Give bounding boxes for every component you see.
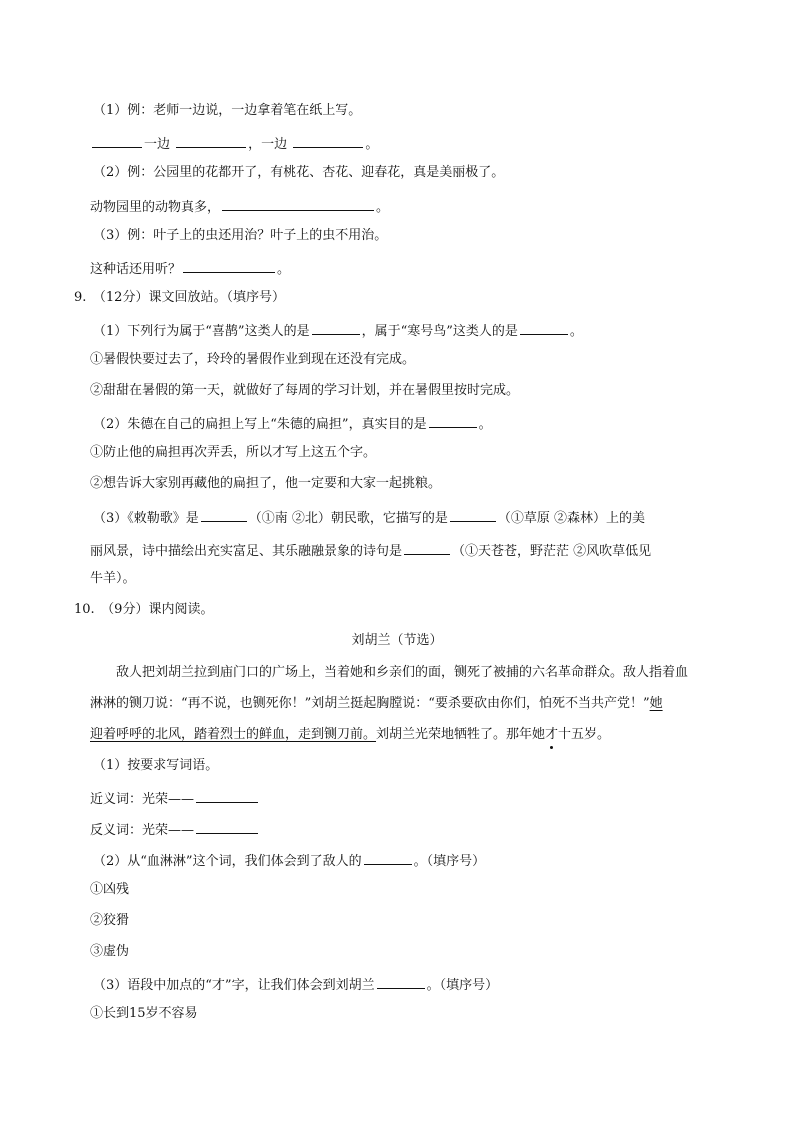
- q10-s3-option-1: ①长到15岁不容易: [90, 1006, 198, 1021]
- ex2-fill-line: [90, 196, 389, 214]
- q9-p2-line: [93, 413, 492, 431]
- q10-s1-antonym-label: 反义词：光荣——: [90, 823, 195, 838]
- ex1-text-a: 一边: [144, 137, 171, 152]
- q9-p1-option-1: ①暑假快要过去了，玲玲的暑假作业到现在还没有完成。: [90, 352, 416, 367]
- q10-s1-synonym: [90, 788, 260, 806]
- q10-s3-text-a: （3）语段中加点的“才”字，让我们体会到刘胡兰: [93, 978, 375, 993]
- ex2-blank[interactable]: [222, 196, 374, 211]
- q9-p1-blank-1[interactable]: [312, 320, 360, 335]
- q10-s1-synonym-label: 近义词：光荣——: [90, 792, 195, 807]
- q9-p2-end: 。: [478, 417, 492, 432]
- q9-p1-blank-2[interactable]: [520, 320, 568, 335]
- q10-passage-line-3-text-b: 十五岁。: [558, 727, 611, 742]
- q10-s2-line: [93, 850, 485, 868]
- q9-p3-blank-2[interactable]: [450, 507, 496, 522]
- q9-p1-text-b: ，属于“寒号鸟”这类人的是: [361, 324, 518, 339]
- q9-p1-text-a: （1）下列行为属于“喜鹊”这类人的是: [93, 324, 310, 339]
- q10-dotted-char: 才: [545, 727, 559, 742]
- ex1-blank-3[interactable]: [293, 133, 363, 148]
- q10-s1-antonym-blank[interactable]: [196, 819, 258, 834]
- q10-s3-line: [93, 974, 498, 992]
- q10-passage-line-3: [90, 726, 610, 744]
- q10-passage-line-1: 敌人把刘胡兰拉到庙门口的广场上，当着她和乡亲们的面，铡死了被捕的六名革命群众。敌人指着血: [116, 665, 689, 680]
- q9-p3-line-2: [90, 540, 651, 558]
- q9-p3-blank-3[interactable]: [404, 540, 450, 555]
- ex1-blank-1[interactable]: [92, 133, 142, 148]
- q10-underlined-start: 她: [649, 696, 663, 711]
- ex3-prompt: 这种话还用听？: [90, 262, 182, 277]
- q10-passage-line-2-text: 淋淋的铡刀说：“再不说，也铡死你！”刘胡兰挺起胸膛说：“要杀要砍由你们，怕死不当共产党！”: [90, 696, 650, 711]
- ex3-fill-line: [90, 258, 290, 276]
- ex3-blank[interactable]: [183, 258, 275, 273]
- q9-p3-line-1: [93, 507, 645, 525]
- q9-p2-option-1: ①防止他的扁担再次弄丢，所以才写上这五个字。: [90, 445, 377, 460]
- q9-p3-text-b: （①南 ②北）朝民歌，它描写的是: [248, 511, 448, 526]
- q9-p3-line-3: 牛羊）。: [90, 571, 136, 586]
- q9-p3-blank-1[interactable]: [201, 507, 247, 522]
- q9-p1-end: 。: [569, 324, 583, 339]
- q10-passage-line-2: [90, 695, 663, 713]
- ex2-example: （2）例：公园里的花都开了，有桃花、杏花、迎春花，真是美丽极了。: [93, 165, 505, 180]
- ex1-blank-2[interactable]: [176, 133, 246, 148]
- ex3-example: （3）例：叶子上的虫还用治？叶子上的虫不用治。: [93, 228, 388, 243]
- q10-s2-blank[interactable]: [364, 850, 412, 865]
- q10-s3-blank[interactable]: [377, 974, 425, 989]
- ex1-example: （1）例：老师一边说，一边拿着笔在纸上写。: [93, 103, 362, 118]
- ex2-end: 。: [376, 200, 390, 215]
- q10-s2-option-3: ③虚伪: [90, 944, 130, 959]
- q9-p1-option-2: ②甜甜在暑假的第一天，就做好了每周的学习计划，并在暑假里按时完成。: [90, 383, 520, 398]
- q9-heading: 9. （12分）课文回放站。（填序号）: [74, 290, 285, 305]
- ex1-text-sep: ，一边: [248, 137, 288, 152]
- q9-p1-line: [93, 320, 583, 338]
- q9-p2-text-a: （2）朱德在自己的扁担上写上“朱德的扁担”，真实目的是: [93, 417, 427, 432]
- q9-p3-line2-text-b: （①天苍苍，野茫茫 ②风吹草低见: [452, 544, 652, 559]
- q10-s2-text-b: 。（填序号）: [413, 854, 486, 869]
- q10-passage-line-3-text-a: 刘胡兰光荣地牺牲了。那年她: [376, 727, 546, 742]
- q10-s1-prompt: （1）按要求写词语。: [93, 758, 219, 773]
- q10-underlined-sentence: 迎着呼呼的北风，踏着烈士的鲜血，走到铡刀前。: [90, 727, 377, 742]
- ex3-end: 。: [277, 262, 291, 277]
- q9-p2-blank[interactable]: [429, 413, 477, 428]
- q10-s3-text-b: 。（填序号）: [426, 978, 499, 993]
- q10-s1-synonym-blank[interactable]: [196, 788, 258, 803]
- q10-heading: 10. （9分）课内阅读。: [74, 602, 214, 617]
- q9-p2-option-2: ②想告诉大家别再藏他的扁担了，他一定要和大家一起挑粮。: [90, 476, 442, 491]
- q10-s2-option-2: ②狡猾: [90, 913, 130, 928]
- q9-p3-text-c: （①草原 ②森林）上的美: [497, 511, 646, 526]
- q9-p3-line2-text-a: 丽风景，诗中描绘出充实富足、其乐融融景象的诗句是: [90, 544, 403, 559]
- ex2-prompt: 动物园里的动物真多，: [90, 200, 221, 215]
- q10-s2-text-a: （2）从“血淋淋”这个词，我们体会到了敌人的: [93, 854, 362, 869]
- q10-passage-title: 刘胡兰（节选）: [351, 633, 443, 648]
- q10-s1-antonym: [90, 819, 260, 837]
- q9-p3-text-a: （3）《敕勒歌》是: [93, 511, 199, 526]
- q10-s2-option-1: ①凶残: [90, 882, 130, 897]
- ex1-fill-line: [90, 133, 378, 151]
- ex1-text-end: 。: [365, 137, 379, 152]
